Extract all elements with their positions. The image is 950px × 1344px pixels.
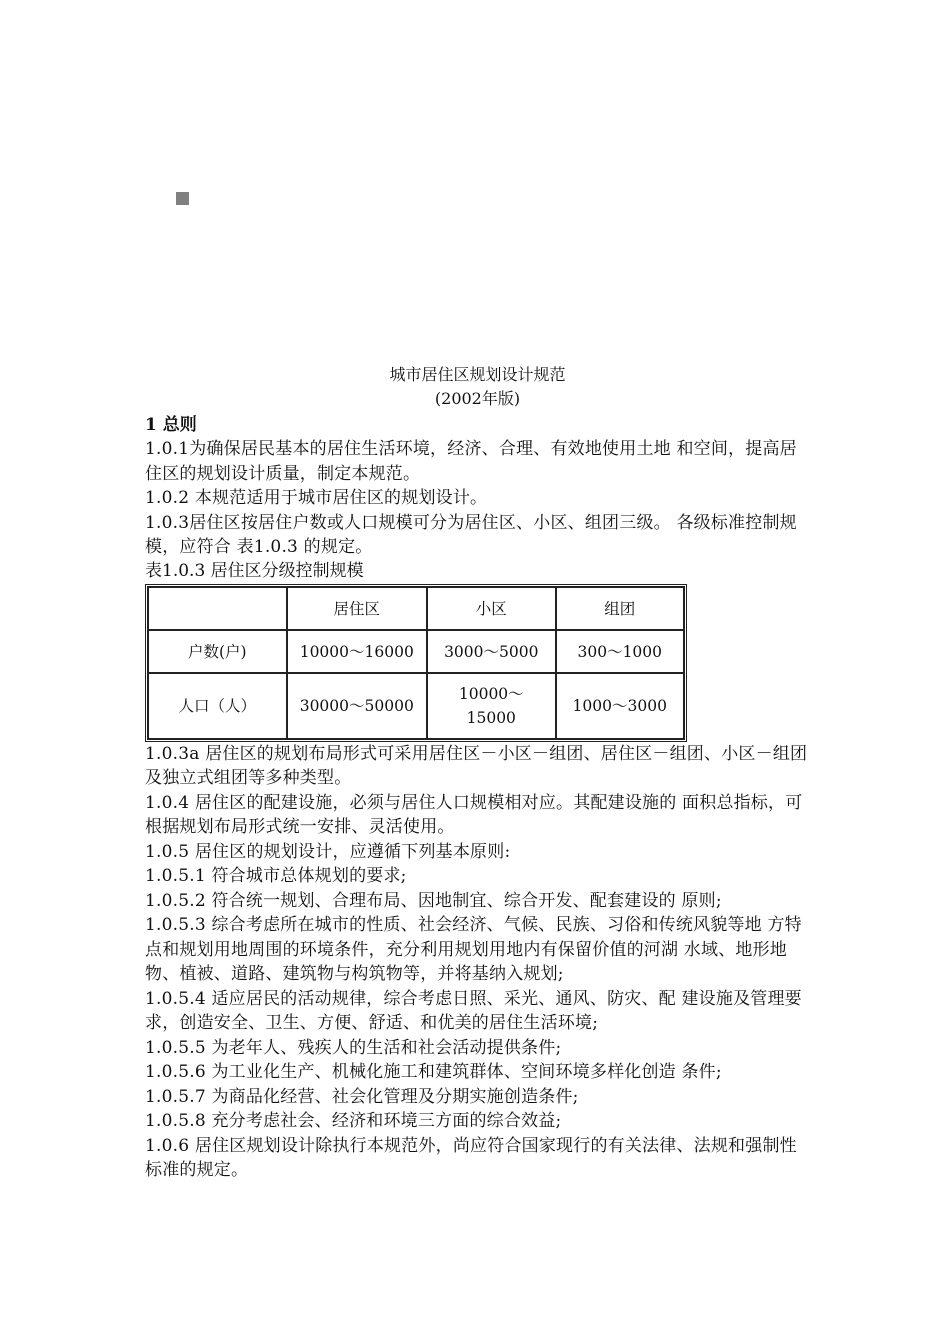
document-title: 城市居住区规划设计规范: [389, 365, 566, 384]
paragraph: 1.0.6 居住区规划设计除执行本规范外，尚应符合国家现行的有关法律、法规和强制性标准的规定。: [145, 1135, 797, 1180]
scale-table: [145, 584, 687, 742]
paragraph: 1.0.3a 居住区的规划布局形式可采用居住区－小区－组团、居住区－组团、小区－组团及独立式组团等多种类型。: [145, 743, 808, 788]
table-cell: 30000～50000: [287, 673, 428, 739]
paragraph: 1.0.5.1 符合城市总体规划的要求;: [145, 866, 407, 886]
paragraph: 1.0.5.4 适应居民的活动规律，综合考虑日照、采光、通风、防灾、配 建设施及管理要求，创造安全、卫生、方便、舒适、和优美的居住生活环境;: [145, 988, 802, 1033]
square-bullet-icon: [176, 192, 189, 205]
paragraph: 1.0.2 本规范适用于城市居住区的规划设计。: [145, 488, 488, 508]
paragraph-group-a: [145, 437, 810, 560]
paragraph: 1.0.5.3 综合考虑所在城市的性质、社会经济、气候、民族、习俗和传统风貌等地 方特点和规划用地周围的环境条件，充分利用规划用地内有保留价值的河湖 水域、地形地物、植被、道路、建筑物与构筑物等，并将基纳入规划;: [145, 915, 802, 984]
document-edition: (2002年版): [434, 389, 521, 408]
table-header-cell: 居住区: [287, 587, 428, 630]
paragraph: 1.0.4 居住区的配建设施，必须与居住人口规模相对应。其配建设施的 面积总指标，可根据规划布局形式统一安排、灵活使用。: [145, 792, 803, 837]
paragraph-group-b: [145, 742, 810, 1183]
table-cell: 户数(户): [148, 630, 287, 673]
table-header-cell: 组团: [556, 587, 685, 630]
table-cell: 10000～15000: [427, 673, 555, 739]
table-header-row: [148, 587, 684, 630]
table-caption: 表1.0.3 居住区分级控制规模: [145, 560, 364, 581]
paragraph: 1.0.5.5 为老年人、残疾人的生活和社会活动提供条件;: [145, 1037, 562, 1058]
table-cell: 300～1000: [556, 630, 685, 673]
section-heading: 1 总则: [145, 415, 197, 435]
table-row: [148, 673, 684, 739]
paragraph: 1.0.5.6 为工业化生产、机械化施工和建筑群体、空间环境多样化创造 条件;: [145, 1062, 722, 1082]
table-row: [148, 630, 684, 673]
table-header-cell: 小区: [427, 587, 555, 630]
paragraph: 1.0.5.8 充分考虑社会、经济和环境三方面的综合效益;: [145, 1111, 562, 1131]
table-cell: 3000～5000: [427, 630, 555, 673]
table-cell: 人口（人）: [148, 673, 287, 739]
paragraph: 1.0.3居住区按居住户数或人口规模可分为居住区、小区、组团三级。 各级标准控制规模，应符合 表1.0.3 的规定。: [145, 512, 797, 557]
paragraph: 1.0.1为确保居民基本的居住生活环境，经济、合理、有效地使用土地 和空间，提高居住区的规划设计质量，制定本规范。: [145, 439, 797, 484]
paragraph: 1.0.5.2 符合统一规划、合理布局、因地制宜、综合开发、配套建设的 原则;: [145, 890, 722, 911]
paragraph: 1.0.5.7 为商品化经营、社会化管理及分期实施创造条件;: [145, 1086, 579, 1107]
table-cell: 10000～16000: [287, 630, 428, 673]
table-cell: 1000～3000: [556, 673, 685, 739]
paragraph: 1.0.5 居住区的规划设计，应遵循下列基本原则:: [145, 841, 511, 862]
document-body: [145, 363, 810, 1183]
table-header-cell: [148, 587, 287, 630]
